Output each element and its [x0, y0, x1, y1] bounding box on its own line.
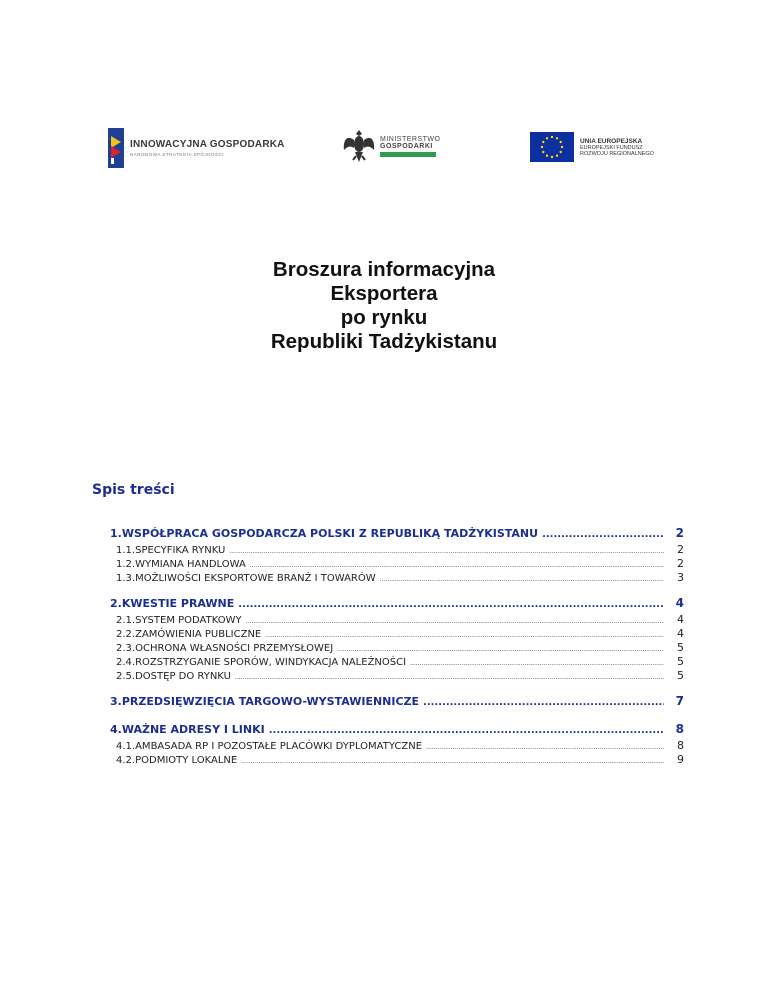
- ministerstwo-subtitle: GOSPODARKI: [380, 142, 433, 150]
- toc-entry-label: WAŻNE ADRESY I LINKI: [121, 723, 265, 736]
- toc-leader-dots: [265, 628, 664, 643]
- toc-section-2: [110, 594, 684, 683]
- toc-leader-dots: [269, 720, 664, 740]
- toc-entry-label: KWESTIE PRAWNE: [121, 597, 235, 610]
- toc-leader-dots: [542, 524, 664, 544]
- toc-subentry-page: 3: [677, 571, 684, 584]
- toc-subentry-label: WYMIANA HANDLOWA: [135, 559, 246, 570]
- toc-section-1: [110, 524, 684, 585]
- toc-subentry-label: SYSTEM PODATKOWY: [135, 615, 242, 626]
- toc-entry-number: 4.: [110, 723, 122, 736]
- toc-leader-dots: [380, 572, 664, 587]
- toc-subentry[interactable]: [110, 739, 684, 753]
- toc-entry-label: WSPÓŁPRACA GOSPODARCZA POLSKI Z REPUBLIKĄ TADŻYKISTANU: [121, 527, 539, 540]
- title-line-1: Broszura informacyjna: [272, 258, 496, 281]
- unia-subtitle-1: EUROPEJSKI FUNDUSZ: [580, 144, 643, 151]
- toc-subentry-number: 2.4.: [116, 657, 136, 668]
- ministerstwo-gospodarki-logo: [342, 126, 440, 166]
- toc-subentry-number: 4.2.: [116, 755, 136, 766]
- toc-subentry-page: 5: [677, 641, 684, 654]
- toc-subentry-label: ZAMÓWIENIA PUBLICZNE: [135, 629, 262, 640]
- toc-subentry[interactable]: [110, 669, 684, 683]
- toc-subentry-number: 1.1.: [116, 545, 136, 556]
- toc-entry-page: 8: [675, 722, 684, 736]
- toc-subentry[interactable]: [110, 641, 684, 655]
- polish-eagle-icon: [342, 126, 376, 166]
- toc-leader-dots: [229, 544, 664, 559]
- toc-leader-dots: [337, 642, 664, 657]
- toc-subentry[interactable]: [110, 571, 684, 585]
- toc-entry-page: 4: [675, 596, 684, 610]
- eu-flag-icon: [530, 132, 574, 162]
- toc-subentry[interactable]: [110, 613, 684, 627]
- toc-entry-page: 2: [675, 526, 684, 540]
- toc-leader-dots: [241, 754, 664, 769]
- toc-leader-dots: [410, 656, 664, 671]
- toc-leader-dots: [426, 740, 664, 755]
- toc-leader-dots: [423, 692, 664, 712]
- unia-subtitle-2: ROZWOJU REGIONALNEGO: [580, 150, 654, 157]
- toc-entry[interactable]: [110, 720, 684, 739]
- toc-subentry-page: 2: [677, 543, 684, 556]
- toc-subentry-number: 2.5.: [116, 671, 136, 682]
- toc-subentry-label: SPECYFIKA RYNKU: [135, 545, 226, 556]
- toc-section-4: [110, 720, 684, 767]
- toc-subentry-label: PODMIOTY LOKALNE: [135, 755, 238, 766]
- toc-entry-page: 7: [675, 694, 684, 708]
- logo-bar: [0, 118, 768, 178]
- toc-entry[interactable]: [110, 524, 684, 543]
- ministerstwo-green-bar: [380, 152, 436, 157]
- title-line-3: po rynku: [340, 306, 428, 329]
- toc-entry[interactable]: [110, 594, 684, 613]
- toc-entry-number: 1.: [110, 527, 122, 540]
- toc-section-3: [110, 692, 684, 711]
- toc-leader-dots: [238, 594, 664, 614]
- toc-subentry-number: 1.2.: [116, 559, 136, 570]
- toc-subentry[interactable]: [110, 655, 684, 669]
- toc-subentry-page: 2: [677, 557, 684, 570]
- toc-entry-number: 2.: [110, 597, 122, 610]
- toc-subentry-number: 2.1.: [116, 615, 136, 626]
- toc-subentry-number: 1.3.: [116, 573, 136, 584]
- toc-subentry[interactable]: [110, 627, 684, 641]
- toc-heading: Spis treści: [92, 482, 175, 498]
- innowacyjna-gospodarka-logo: [108, 128, 285, 168]
- toc-subentry-label: AMBASADA RP I POZOSTAŁE PLACÓWKI DYPLOMATYCZNE: [135, 741, 423, 752]
- unia-europejska-logo: [530, 132, 654, 162]
- toc-leader-dots: [250, 558, 664, 573]
- unia-title: UNIA EUROPEJSKA: [580, 137, 643, 145]
- toc-subentry-page: 8: [677, 739, 684, 752]
- toc-leader-dots: [235, 670, 664, 685]
- toc-subentry-number: 2.2.: [116, 629, 136, 640]
- toc-entry-label: PRZEDSIĘWZIĘCIA TARGOWO-WYSTAWIENNICZE: [121, 695, 420, 708]
- toc-entry-number: 3.: [110, 695, 122, 708]
- toc-subentry-page: 9: [677, 753, 684, 766]
- innowacyjna-title: INNOWACYJNA GOSPODARKA: [130, 139, 285, 150]
- table-of-contents: [110, 524, 684, 776]
- toc-subentry-label: MOŻLIWOŚCI EKSPORTOWE BRANŻ I TOWARÓW: [135, 573, 376, 584]
- toc-subentry-page: 5: [677, 655, 684, 668]
- toc-leader-dots: [246, 614, 664, 629]
- toc-subentry[interactable]: [110, 543, 684, 557]
- toc-subentry-number: 2.3.: [116, 643, 136, 654]
- title-line-4: Republiki Tadżykistanu: [270, 330, 498, 353]
- ministerstwo-title: MINISTERSTWO: [380, 135, 441, 143]
- toc-subentry-number: 4.1.: [116, 741, 136, 752]
- document-title: [0, 258, 768, 354]
- toc-subentry-page: 5: [677, 669, 684, 682]
- title-line-2: Eksportera: [330, 282, 438, 305]
- toc-subentry-page: 4: [677, 627, 684, 640]
- toc-subentry-page: 4: [677, 613, 684, 626]
- toc-entry[interactable]: [110, 692, 684, 711]
- innowacyjna-subtitle: NARODOWA STRATEGIA SPÓJNOŚCI: [130, 152, 225, 157]
- toc-subentry[interactable]: [110, 753, 684, 767]
- toc-subentry[interactable]: [110, 557, 684, 571]
- innowacyjna-emblem-icon: [108, 128, 124, 168]
- toc-subentry-label: OCHRONA WŁASNOŚCI PRZEMYSŁOWEJ: [135, 643, 334, 654]
- toc-subentry-label: ROZSTRZYGANIE SPORÓW, WINDYKACJA NALEŻNOŚCI: [135, 657, 407, 668]
- toc-subentry-label: DOSTĘP DO RYNKU: [135, 671, 231, 682]
